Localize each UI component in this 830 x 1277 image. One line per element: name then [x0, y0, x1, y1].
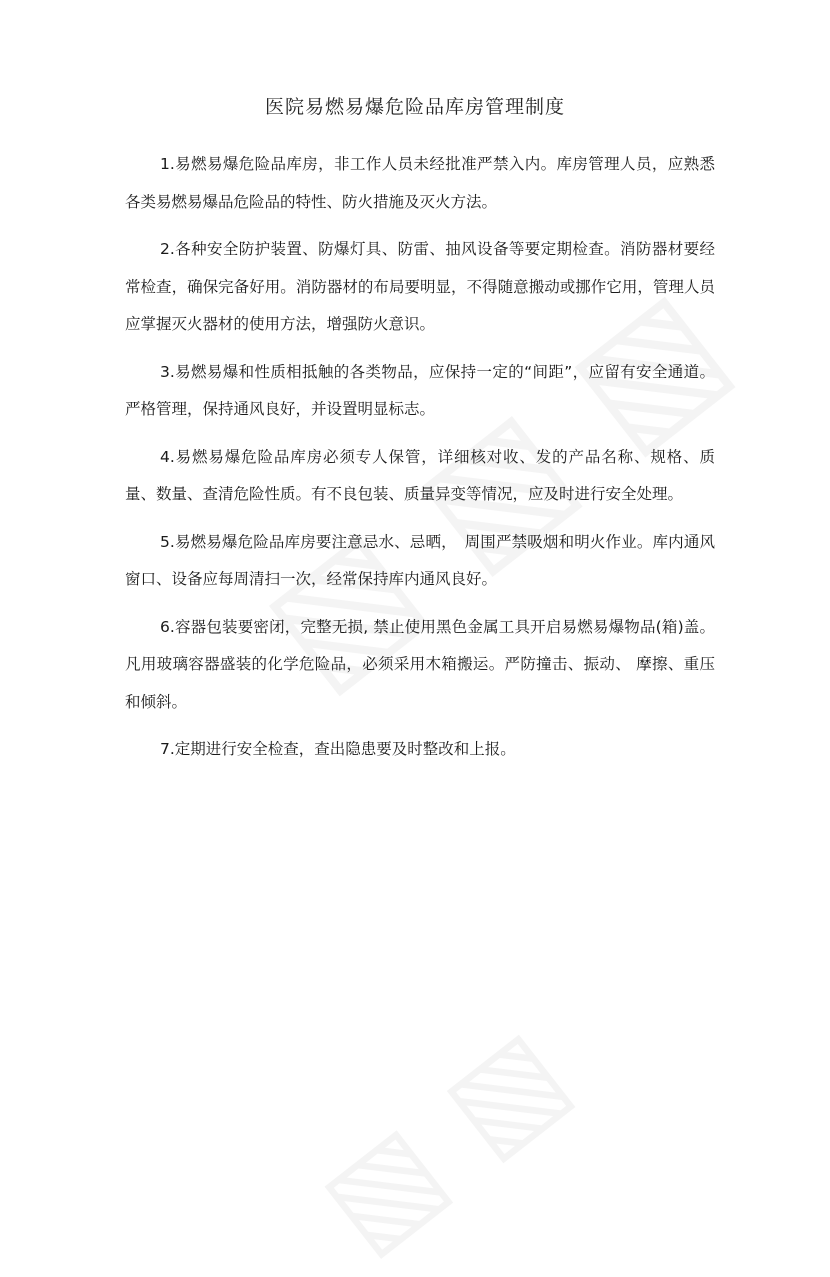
paragraph-4: 4.易燃易爆危险品库房必须专人保管，详细核对收、发的产品名称、规格、质量、数量、查清危险性质。有不良包装、质量异变等情况，应及时进行安全处理。 [125, 447, 715, 503]
paragraph-2: 2.各种安全防护装置、防爆灯具、防雷、抽风设备等要定期检查。消防器材要经常检查，确保完备好用。消防器材的布局要明显，不得随意搬动或挪作它用，管理人员应掌握灭火器材的使用方法，增强防火意识。 [125, 240, 715, 333]
paragraph-6: 6.容器包装要密闭，完整无损, 禁止使用黑色金属工具开启易燃易爆物品(箱)盖。凡用玻璃容器盛装的化学危险品，必须采用木箱搬运。严防撞击、振动、 摩擦、重压和倾斜。 [125, 617, 715, 711]
document-title: 医院易燃易爆危险品库房管理制度 [264, 96, 565, 118]
paragraph-5: 5.易燃易爆危险品库房要注意忌水、忌晒， 周围严禁吸烟和明火作业。库内通风窗口、设备应每周清扫一次，经常保持库内通风良好。 [125, 532, 715, 588]
watermark [296, 1002, 593, 1277]
document-body [125, 146, 715, 779]
paragraph-1: 1.易燃易爆危险品库房，非工作人员未经批准严禁入内。库房管理人员，应熟悉各类易燃易爆品危险品的特性、防火措施及灭火方法。 [125, 155, 715, 211]
paragraph-7: 7.定期进行安全检查，查出隐患要及时整改和上报。 [160, 740, 516, 758]
paragraph-3: 3.易燃易爆和性质相抵触的各类物品，应保持一定的“间距”，应留有安全通道。严格管理，保持通风良好，并设置明显标志。 [125, 362, 715, 418]
